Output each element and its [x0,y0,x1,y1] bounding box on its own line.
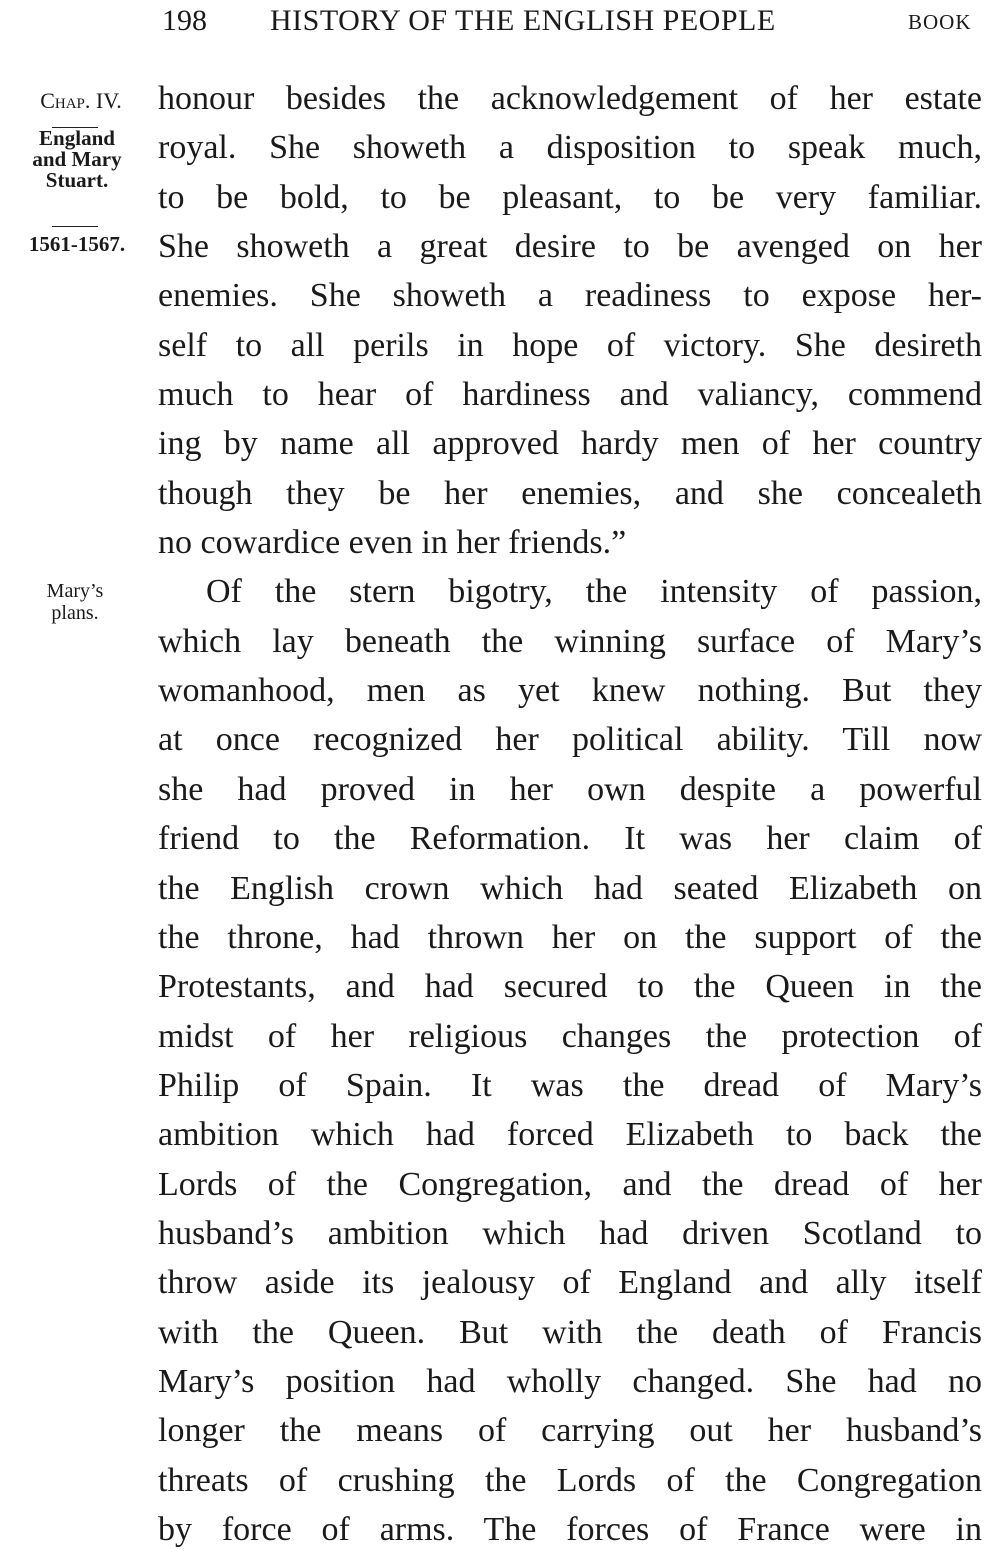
sidenote-rule-bottom [52,226,98,227]
text-line: Mary’s position had wholly changed. She had no [158,1362,982,1400]
text-line: the throne, had thrown her on the support of the [158,918,982,956]
sidenote-line: Mary’s [46,580,104,602]
text-line: with the Queen. But with the death of Francis [158,1313,982,1351]
date-range: 1561-1567. [28,232,126,256]
text-line: by force of arms. The forces of France were in [158,1510,982,1548]
text-line: husband’s ambition which had driven Scotland to [158,1214,982,1252]
text-line: longer the means of carrying out her husband’s [158,1412,982,1450]
text-line: which lay beneath the winning surface of Mary’s [158,622,982,660]
text-line: ing by name all approved hardy men of her country [158,425,982,463]
text-line: She showeth a great desire to be avenged on her [158,228,982,266]
text-line: self to all perils in hope of victory. She desireth [158,326,982,364]
text-line: no cowardice even in her friends.” [158,524,627,562]
text-line: Of the stern bigotry, the intensity of passion, [206,573,982,611]
text-line: midst of her religious changes the protection of [158,1017,982,1055]
sidenote-line: plans. [51,602,99,624]
text-line: she had proved in her own despite a powerful [158,770,982,808]
text-line: friend to the Reformation. It was her claim of [158,820,982,858]
text-line: to be bold, to be pleasant, to be very familiar. [158,178,982,216]
text-line: womanhood, men as yet knew nothing. But they [158,672,982,710]
sidenote-line: Stuart. [45,168,109,192]
sidenote-line: and Mary [32,147,122,171]
book-label: BOOK [908,10,972,34]
text-line: throw aside its jealousy of England and ally itself [158,1264,982,1302]
sidenote-england-and-mary-stuart [14,128,140,191]
chapter-label: Chap. IV. [40,88,122,113]
text-line: honour besides the acknowledgement of her estate [158,80,982,117]
running-header [0,0,1000,48]
text-line: the English crown which had seated Elizabeth on [158,869,982,907]
text-line: much to hear of hardiness and valiancy, commend [158,376,982,414]
text-line: Philip of Spain. It was the dread of Mary’s [158,1066,982,1104]
sidenote-marys-plans [20,580,130,624]
body-text [158,74,982,1554]
text-line: enemies. She showeth a readiness to expose her- [158,277,982,315]
sidenote-line: England [39,126,115,150]
page-number: 198 [162,4,207,37]
running-title: HISTORY OF THE ENGLISH PEOPLE [270,4,776,37]
text-line: at once recognized her political ability. Till now [158,721,982,759]
text-line: Protestants, and had secured to the Queen in the [158,968,982,1006]
text-line: Lords of the Congregation, and the dread of her [158,1165,982,1203]
text-line: royal. She showeth a disposition to speak much, [158,129,982,167]
text-line: threats of crushing the Lords of the Congregation [158,1461,982,1499]
text-line: though they be her enemies, and she concealeth [158,474,982,512]
text-line: ambition which had forced Elizabeth to back the [158,1116,982,1154]
